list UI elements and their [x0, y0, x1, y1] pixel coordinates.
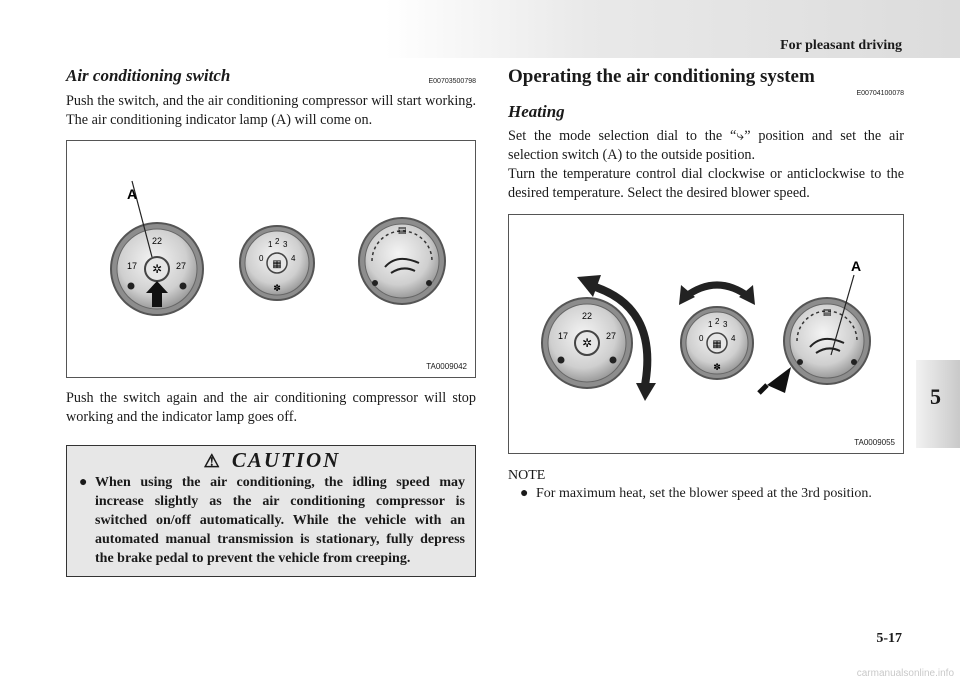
page-number: 5-17	[876, 631, 902, 646]
section-title-operating: Operating the air conditioning system	[508, 66, 815, 87]
svg-text:▦: ▦	[712, 339, 722, 350]
heating-controls-illustration	[509, 215, 903, 453]
watermark: carmanualsonline.info	[856, 668, 954, 679]
bullet-icon: ●	[79, 475, 88, 490]
figure-heating	[508, 214, 904, 454]
section-code: E00703500798	[428, 78, 476, 85]
callout-a: A	[851, 258, 862, 274]
foot-mode-icon: ⤷	[736, 128, 745, 144]
running-header: For pleasant driving	[780, 38, 902, 53]
fan-tick-4: 4	[731, 334, 736, 343]
temperature-paragraph: Turn the temperature control dial clockwise or anticlockwise to the desired temperature. Select the desired blower speed.	[508, 166, 904, 201]
callout-a: A	[127, 186, 138, 202]
tick-22: 22	[581, 311, 593, 321]
section-code: E00704100078	[856, 90, 904, 97]
fan-speed-dial	[240, 226, 314, 300]
note-title: NOTE	[508, 468, 546, 483]
bullet-icon: ●	[520, 486, 529, 501]
mode-dial	[784, 258, 870, 384]
heating-text-b: ” position and set the air selection switch (A) to the outside position.	[508, 128, 904, 163]
fan-speed-dial	[681, 307, 753, 379]
figure-ac-switch	[66, 140, 476, 378]
heating-text-a: Set the mode selection dial to the “	[508, 128, 737, 144]
tick-22: 22	[151, 236, 163, 246]
fan-tick-0: 0	[699, 334, 704, 343]
fan-tick-1: 1	[268, 240, 273, 249]
temperature-dial	[542, 298, 632, 388]
mode-dial	[359, 218, 445, 304]
ac-off-paragraph: Push the switch again and the air conditioning compressor will stop working and the indicator lamp goes off.	[66, 390, 476, 425]
svg-text:✲: ✲	[151, 262, 163, 276]
fan-tick-1: 1	[708, 320, 713, 329]
figure-id: TA0009055	[854, 438, 895, 447]
section-title-ac-switch: Air conditioning switch	[66, 66, 231, 85]
pointer-arrow-icon	[767, 367, 791, 393]
tick-17: 17	[126, 261, 138, 271]
tick-27: 27	[175, 261, 187, 271]
ac-controls-illustration	[67, 141, 477, 377]
svg-text:▤: ▤	[822, 308, 832, 318]
left-column	[66, 66, 476, 577]
subsection-heating: Heating	[508, 102, 565, 121]
svg-text:▦: ▦	[272, 259, 282, 270]
fan-tick-4: 4	[291, 254, 296, 263]
chapter-number: 5	[930, 384, 941, 409]
warning-triangle-icon: ⚠	[203, 451, 222, 471]
fan-tick-2: 2	[275, 237, 280, 246]
fan-tick-3: 3	[283, 240, 288, 249]
figure-id: TA0009042	[426, 362, 467, 371]
caution-box	[66, 445, 476, 577]
caution-item	[79, 473, 465, 568]
svg-text:▤: ▤	[397, 226, 407, 236]
note-text: For maximum heat, set the blower speed at the 3rd position.	[536, 486, 872, 501]
note-item	[520, 484, 904, 503]
fan-tick-3: 3	[723, 320, 728, 329]
right-column	[508, 66, 904, 503]
fan-tick-0: 0	[259, 254, 264, 263]
tick-27: 27	[605, 331, 617, 341]
caution-title: CAUTION	[231, 448, 341, 472]
ac-switch-paragraph: Push the switch, and the air conditioning compressor will start working. The air conditioning indicator lamp (A) will come on.	[66, 93, 476, 128]
chapter-tab	[916, 360, 960, 448]
heating-paragraph	[508, 127, 904, 165]
svg-text:✽: ✽	[713, 363, 721, 373]
note-box	[508, 468, 904, 503]
svg-text:✽: ✽	[273, 284, 281, 294]
fan-tick-2: 2	[715, 317, 720, 326]
tick-17: 17	[557, 331, 569, 341]
caution-heading	[79, 448, 465, 473]
caution-text: When using the air conditioning, the idling speed may increase slightly as the air conditioning compressor is switched on/off automatically. While the vehicle with an automated manual transmission is stationary, fully depress the brake pedal to prevent the vehicle from creeping.	[95, 475, 465, 566]
svg-text:✲: ✲	[581, 336, 593, 350]
temperature-dial	[111, 181, 203, 315]
